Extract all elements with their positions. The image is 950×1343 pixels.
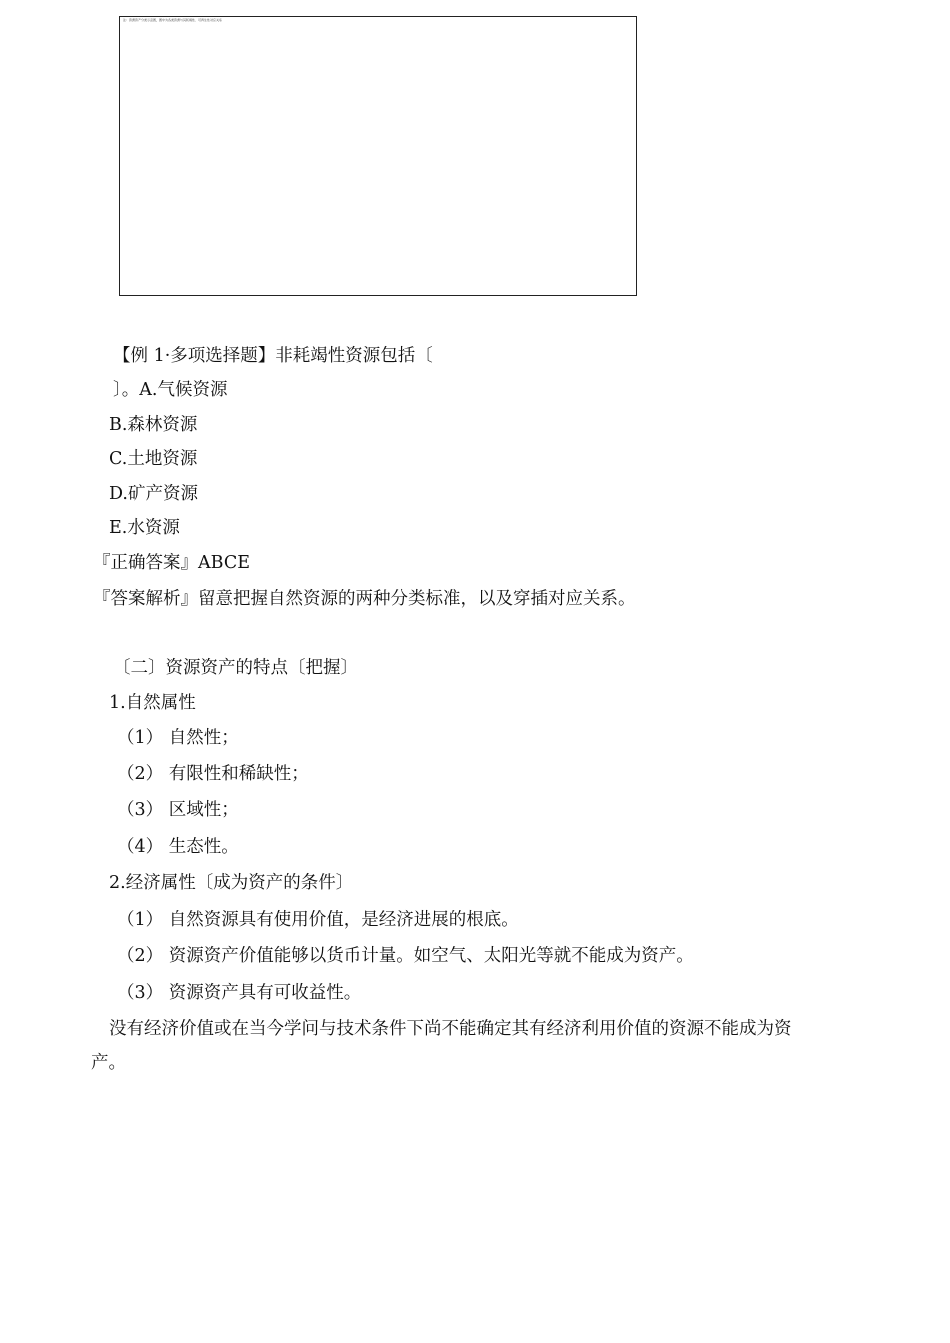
correct-answer: 『正确答案』ABCE [93,553,250,573]
example-question-line1: 【例 1·多项选择题】非耗竭性资源包括〔 [113,346,433,366]
natural-item: （4） 生态性。 [117,837,239,857]
answer-analysis: 『答案解析』留意把握自然资源的两种分类标准，以及穿插对应关系。 [93,589,636,609]
section-heading: 〔二〕资源资产的特点〔把握〕 [113,658,358,678]
natural-item: （2） 有限性和稀缺性； [117,764,309,784]
closing-paragraph-line2: 产。 [91,1053,126,1073]
economic-item: （3） 资源资产具有可收益性。 [117,983,362,1003]
natural-item: （3） 区域性； [117,800,239,820]
option-d: D.矿产资源 [109,484,198,504]
option-b: B.森林资源 [109,415,198,435]
economic-attributes-title: 2.经济属性〔成为资产的条件〕 [109,873,354,893]
closing-paragraph-line1: 没有经济价值或在当今学问与技术条件下尚不能确定其有经济利用价值的资源不能成为资 [109,1019,792,1039]
economic-item: （2） 资源资产价值能够以货币计量。如空气、太阳光等就不能成为资产。 [117,946,694,966]
figure-caption: 注：资源资产分类示意图，图中为各类资源与其耗竭性、可再生性对应关系 [123,18,223,22]
natural-item: （1） 自然性； [117,728,239,748]
natural-attributes-title: 1.自然属性 [109,693,196,713]
figure-box [119,16,637,296]
economic-item: （1） 自然资源具有使用价值，是经济进展的根底。 [117,910,519,930]
example-question-line2: 〕。A.气候资源 [113,380,228,400]
option-c: C.土地资源 [109,449,198,469]
option-e: E.水资源 [109,518,180,538]
